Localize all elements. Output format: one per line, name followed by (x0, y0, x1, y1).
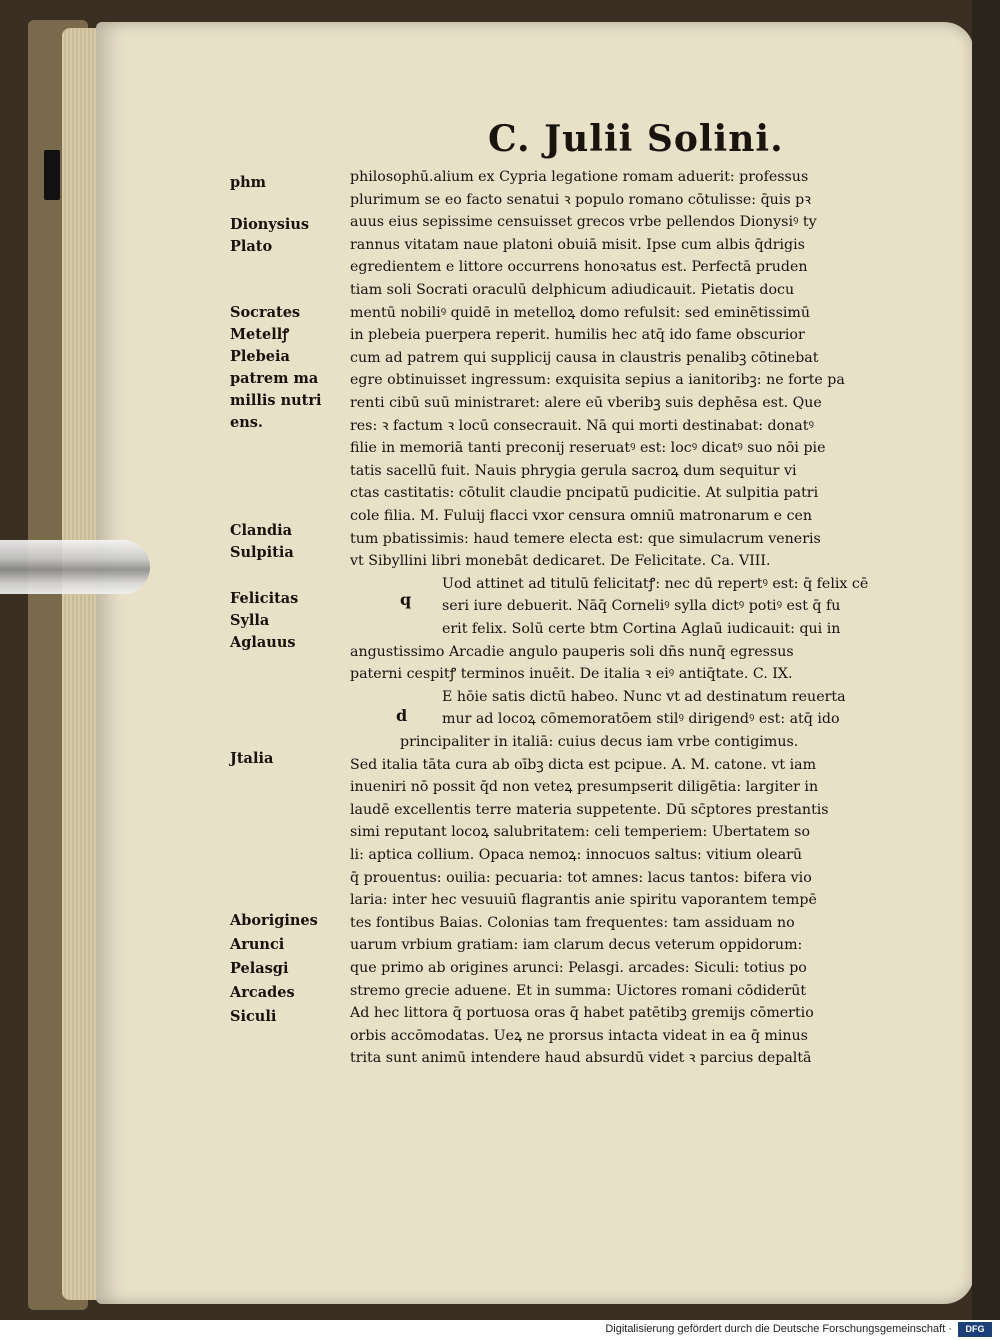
text-line: inueniri nō possit q̄d non veteꝝ presumpserit diligētia: largiter in (350, 779, 819, 796)
text-line: ctas castitatis: cōtulit claudie pncipatū pudicitie. At sulpitia patri (350, 485, 819, 502)
margin-note: Arcades (230, 984, 295, 1001)
margin-note: millis nutri (230, 392, 322, 409)
text-line: angustissimo Arcadie angulo pauperis soli dn̄s nunq̄ egressus (350, 643, 794, 660)
glass-page-weight (0, 540, 150, 594)
text-line: vt Sibyllini libri monebāt dedicaret. De Felicitate. Ca. VIII. (350, 553, 771, 570)
margin-note: patrem ma (230, 370, 319, 387)
margin-note: Plato (230, 238, 273, 255)
text-line: Ad hec littora q̄ portuosa oras q̄ habet patētibꝫ gremijs cōmertio (350, 1005, 814, 1022)
text-line: cole filia. M. Fuluij flacci vxor censura omniū matronarum e cen (350, 508, 813, 524)
running-head: C. Julii Solini. (488, 118, 784, 160)
text-line: li: aptica collium. Opaca nemoꝝ: innocuos saltus: vitium olearū (350, 847, 803, 863)
text-line: que primo ab origines arunci: Pelasgi. arcades: Siculi: totius po (350, 960, 807, 976)
text-line: egre obtinuisset ingressum: exquisita sepius a ianitoribꝫ: ne forte pa (350, 372, 845, 389)
initial-letter: q (400, 590, 412, 609)
text-line: E hōie satis dictū habeo. Nunc vt ad destinatum reuerta (442, 688, 846, 705)
margin-note: Plebeia (230, 348, 290, 365)
text-line: erit felix. Solū certe btm Cortina Aglaū iudicauit: qui in (442, 621, 841, 637)
text-line: trita sunt animū intendere haud absurdū videt ꝛ parcius depaltā (350, 1050, 812, 1067)
text-line: auus eius sepissime censuisset grecos vrbe pellendos Dionysiꝰ ty (350, 214, 817, 231)
text-line: Sed italia tāta cura ab oībꝫ dicta est pcipue. A. M. catone. vt iam (350, 756, 817, 773)
text-line: cum ad patrem qui supplicij causa in claustris penalibꝫ cōtinebat (350, 349, 819, 366)
binding-clip (44, 150, 60, 200)
margin-note: Felicitas (230, 590, 299, 607)
text-line: Uod attinet ad titulū felicitatꝭ: nec dū repertꝰ est: q̄ felix cē (442, 575, 869, 592)
text-line: egredientem e littore occurrens honoꝛatus est. Perfectā pruden (350, 259, 808, 276)
margin-note: Siculi (230, 1008, 277, 1025)
text-line: orbis accōmodatas. Ueꝝ ne prorsus intacta videat in ea q̄ minus (350, 1027, 808, 1044)
initial-letter: d (396, 706, 408, 725)
margin-note: ens. (230, 414, 263, 431)
margin-note: Sulpitia (230, 544, 294, 561)
text-line: tatis sacellū fuit. Nauis phrygia gerula sacroꝝ dum sequitur vi (350, 462, 797, 479)
text-line: seri iure debuerit. Nāq̄ Corneliꝰ sylla dictꝰ potiꝰ est q̄ fu (442, 598, 841, 615)
text-line: rannus vitatam naue platoni obuiā misit. Ipse cum albis q̄drigis (350, 236, 805, 253)
text-line: paterni cespitꝭ terminos inuēit. De italia ꝛ eiꝰ antiq̄tate. C. IX. (350, 666, 793, 683)
margin-note: Metellꝭ (230, 326, 290, 343)
text-line: stremo grecie aduene. Et in summa: Uictores romani cōdiderūt (350, 982, 807, 999)
margin-note: Aglauus (230, 634, 296, 651)
text-line: mur ad locoꝝ cōmemoratōem stilꝰ dirigendꝰ est: atq̄ ido (442, 711, 840, 728)
text-line: res: ꝛ factum ꝛ locū consecrauit. Nā qui morti destinabat: donatꝰ (350, 417, 814, 434)
text-line: mentū nobiliꝰ quidē in metelloꝝ domo refulsit: sed eminētissimū (350, 304, 810, 321)
text-line: laria: inter hec vesuuiū flagrantis anie spiritu vaporantem tempē (350, 892, 817, 909)
footer (0, 1320, 1000, 1340)
margin-note: Dionysius (230, 216, 310, 233)
text-line: tiam soli Socrati oraculū delphicum adiudicauit. Pietatis docu (350, 282, 795, 298)
text-line: renti cibū suū ministraret: alere eū vberibꝫ suis dephēsa est. Que (350, 395, 822, 411)
text-line: simi reputant locoꝝ salubritatem: celi temperiem: Ubertatem so (350, 824, 810, 841)
margin-note: Sylla (230, 612, 270, 629)
margin-note: phm (230, 174, 267, 191)
text-line: in plebeia puerpera reperit. humilis hec atq̄ ido fame obscurior (350, 327, 805, 344)
margin-note: Socrates (230, 304, 301, 321)
text-line: principaliter in italiā: cuius decus iam vrbe contigimus. (400, 734, 799, 750)
text-line: plurimum se eo facto senatui ꝛ populo romano cōtulisse: q̄uis pꝛ (350, 191, 811, 208)
text-line: filie in memoriā tanti preconij reseruatꝰ est: locꝰ dicatꝰ suo nōi pie (350, 440, 826, 457)
text-line: tes fontibus Baias. Colonias tam frequentes: tam assiduam no (350, 914, 795, 931)
text-line: philosophū.alium ex Cypria legatione romam aduerit: professus (350, 169, 809, 185)
dfg-logo: DFG (958, 1322, 992, 1337)
margin-note: Pelasgi (230, 960, 289, 977)
text-line: q̄ prouentus: ouilia: pecuaria: tot amnes: lacus tantos: bifera vio (350, 869, 812, 886)
text-line: laudē excellentis terre materia suppetente. Dū sc̄ptores prestantis (350, 801, 829, 818)
book-gutter (972, 0, 1000, 1320)
text-line: uarum vrbium gratiam: iam clarum decus veterum oppidorum: (350, 937, 803, 954)
margin-note: Aborigines (230, 912, 318, 929)
funding-note: Digitalisierung gefördert durch die Deutsche Forschungsgemeinschaft · (605, 1323, 952, 1335)
margin-note: Clandia (230, 522, 293, 539)
margin-note: Jtalia (230, 750, 274, 767)
margin-note: Arunci (230, 936, 285, 953)
text-line: tum pbatissimis: haud temere electa est: que simulacrum veneris (350, 530, 821, 547)
